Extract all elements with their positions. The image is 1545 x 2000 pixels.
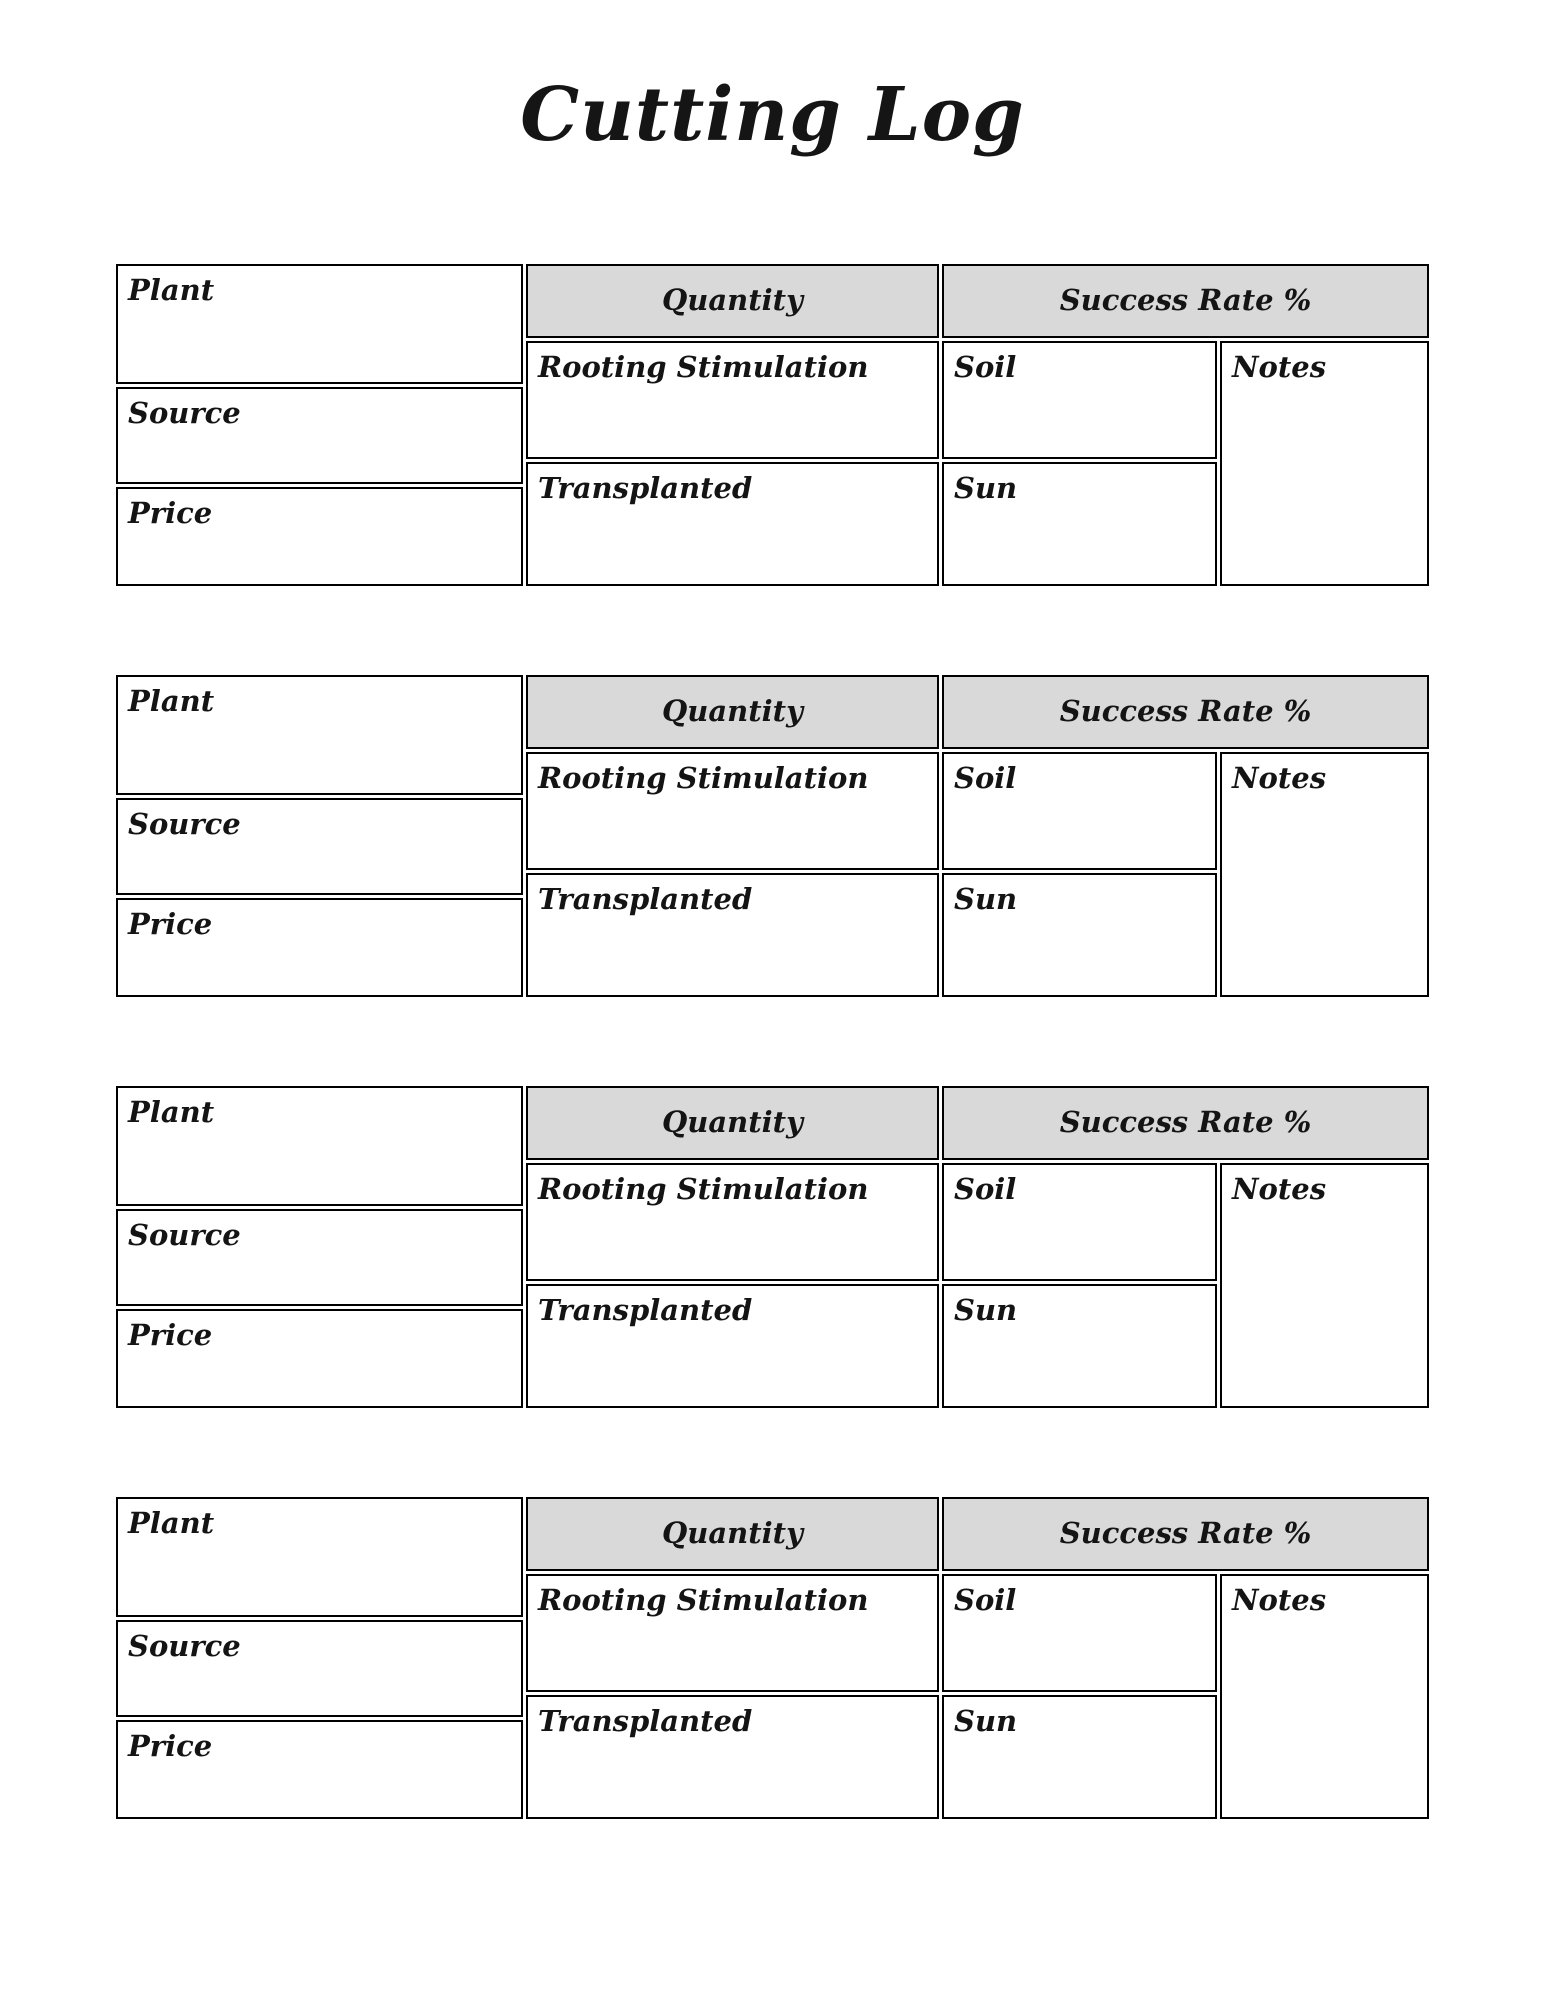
success-rate-body xyxy=(942,752,1429,997)
cutting-log-block xyxy=(116,264,1429,586)
plant-cell xyxy=(116,264,523,384)
transplanted-label: Transplanted xyxy=(538,881,753,916)
source-cell xyxy=(116,798,523,895)
notes-label: Notes xyxy=(1232,1582,1327,1617)
price-cell xyxy=(116,1720,523,1819)
transplanted-cell xyxy=(526,462,939,586)
price-cell xyxy=(116,487,523,586)
success-rate-header-label: Success Rate % xyxy=(1059,694,1312,729)
log-blocks xyxy=(116,264,1429,1819)
success-rate-header-cell xyxy=(942,1086,1429,1160)
rooting-stimulation-label: Rooting Stimulation xyxy=(538,349,869,384)
quantity-header-label: Quantity xyxy=(662,694,803,729)
transplanted-label: Transplanted xyxy=(538,1292,753,1327)
soil-cell xyxy=(942,341,1217,459)
success-rate-body xyxy=(942,341,1429,586)
sun-cell xyxy=(942,462,1217,586)
source-label: Source xyxy=(128,806,241,841)
plant-label: Plant xyxy=(128,272,215,307)
notes-label: Notes xyxy=(1232,349,1327,384)
quantity-column xyxy=(526,264,939,586)
source-cell xyxy=(116,387,523,484)
sun-cell xyxy=(942,1695,1217,1819)
page-title: Cutting Log xyxy=(520,72,1025,158)
plant-label: Plant xyxy=(128,1094,215,1129)
price-label: Price xyxy=(128,906,213,941)
sun-cell xyxy=(942,1284,1217,1408)
quantity-column xyxy=(526,675,939,997)
plant-label: Plant xyxy=(128,1505,215,1540)
source-cell xyxy=(116,1620,523,1717)
soil-cell xyxy=(942,1574,1217,1692)
quantity-header-cell xyxy=(526,1086,939,1160)
quantity-header-cell xyxy=(526,1497,939,1571)
plant-cell xyxy=(116,1086,523,1206)
soil-cell xyxy=(942,752,1217,870)
sun-cell xyxy=(942,873,1217,997)
source-label: Source xyxy=(128,1217,241,1252)
plant-info-column xyxy=(116,675,523,997)
price-label: Price xyxy=(128,495,213,530)
transplanted-label: Transplanted xyxy=(538,1703,753,1738)
rooting-stimulation-label: Rooting Stimulation xyxy=(538,1171,869,1206)
success-rate-body xyxy=(942,1574,1429,1819)
source-label: Source xyxy=(128,395,241,430)
notes-cell xyxy=(1220,752,1429,997)
plant-info-column xyxy=(116,1086,523,1408)
plant-label: Plant xyxy=(128,683,215,718)
transplanted-cell xyxy=(526,1695,939,1819)
plant-cell xyxy=(116,1497,523,1617)
soil-label: Soil xyxy=(954,1171,1017,1206)
success-rate-column xyxy=(942,1086,1429,1408)
source-label: Source xyxy=(128,1628,241,1663)
rooting-stimulation-label: Rooting Stimulation xyxy=(538,760,869,795)
soil-sun-subcolumn xyxy=(942,1574,1217,1819)
rooting-stimulation-cell xyxy=(526,341,939,459)
transplanted-cell xyxy=(526,873,939,997)
quantity-header-cell xyxy=(526,675,939,749)
soil-label: Soil xyxy=(954,349,1017,384)
quantity-header-label: Quantity xyxy=(662,283,803,318)
source-cell xyxy=(116,1209,523,1306)
soil-sun-subcolumn xyxy=(942,341,1217,586)
price-label: Price xyxy=(128,1317,213,1352)
quantity-header-label: Quantity xyxy=(662,1105,803,1140)
quantity-header-cell xyxy=(526,264,939,338)
transplanted-cell xyxy=(526,1284,939,1408)
cutting-log-block xyxy=(116,1497,1429,1819)
cutting-log-block xyxy=(116,675,1429,997)
success-rate-column xyxy=(942,675,1429,997)
sun-label: Sun xyxy=(954,881,1018,916)
sun-label: Sun xyxy=(954,1703,1018,1738)
success-rate-header-cell xyxy=(942,675,1429,749)
notes-cell xyxy=(1220,1163,1429,1408)
soil-sun-subcolumn xyxy=(942,752,1217,997)
soil-label: Soil xyxy=(954,1582,1017,1617)
rooting-stimulation-cell xyxy=(526,752,939,870)
price-cell xyxy=(116,898,523,997)
notes-label: Notes xyxy=(1232,760,1327,795)
success-rate-column xyxy=(942,1497,1429,1819)
plant-cell xyxy=(116,675,523,795)
soil-cell xyxy=(942,1163,1217,1281)
success-rate-header-cell xyxy=(942,264,1429,338)
soil-label: Soil xyxy=(954,760,1017,795)
transplanted-label: Transplanted xyxy=(538,470,753,505)
success-rate-header-cell xyxy=(942,1497,1429,1571)
success-rate-header-label: Success Rate % xyxy=(1059,1516,1312,1551)
price-cell xyxy=(116,1309,523,1408)
success-rate-header-label: Success Rate % xyxy=(1059,1105,1312,1140)
rooting-stimulation-cell xyxy=(526,1574,939,1692)
notes-cell xyxy=(1220,341,1429,586)
sun-label: Sun xyxy=(954,1292,1018,1327)
success-rate-column xyxy=(942,264,1429,586)
success-rate-body xyxy=(942,1163,1429,1408)
cutting-log-block xyxy=(116,1086,1429,1408)
notes-cell xyxy=(1220,1574,1429,1819)
notes-label: Notes xyxy=(1232,1171,1327,1206)
sun-label: Sun xyxy=(954,470,1018,505)
quantity-column xyxy=(526,1086,939,1408)
rooting-stimulation-label: Rooting Stimulation xyxy=(538,1582,869,1617)
success-rate-header-label: Success Rate % xyxy=(1059,283,1312,318)
quantity-column xyxy=(526,1497,939,1819)
plant-info-column xyxy=(116,264,523,586)
plant-info-column xyxy=(116,1497,523,1819)
rooting-stimulation-cell xyxy=(526,1163,939,1281)
quantity-header-label: Quantity xyxy=(662,1516,803,1551)
price-label: Price xyxy=(128,1728,213,1763)
soil-sun-subcolumn xyxy=(942,1163,1217,1408)
